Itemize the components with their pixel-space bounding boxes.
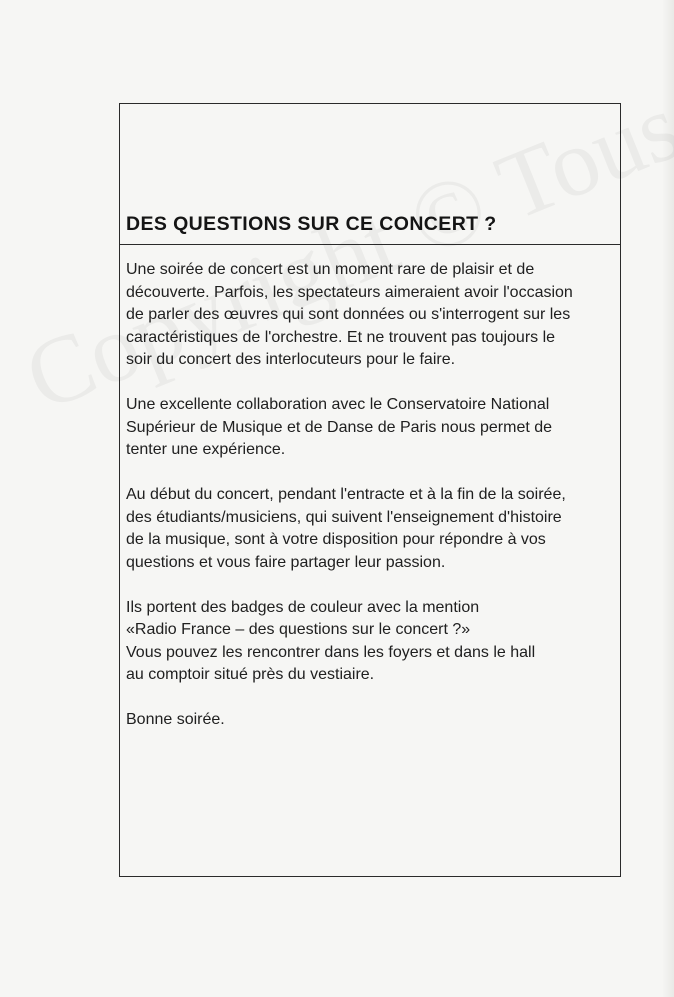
text-line: Une excellente collaboration avec le Conservatoire National [126,396,550,413]
page-title: DES QUESTIONS SUR CE CONCERT ? [126,213,497,235]
paragraph-badges [126,597,616,687]
text-line: soir du concert des interlocuteurs pour le faire. [126,351,456,368]
text-line: Une soirée de concert est un moment rare de plaisir et de [126,261,535,278]
page-edge [662,0,674,997]
title-divider [119,244,621,245]
text-line: Bonne soirée. [126,711,225,728]
text-line: des étudiants/musiciens, qui suivent l'enseignement d'histoire [126,508,562,526]
text-line: caractéristiques de l'orchestre. Et ne trouvent pas toujours le [126,328,556,346]
paragraph-students [126,484,616,574]
text-line: Ils portent des badges de couleur avec la mention [126,598,480,616]
text-line: découverte. Parfois, les spectateurs aimeraient avoir l'occasion [126,283,573,301]
paragraph-closing [126,709,616,732]
body-text [126,259,616,754]
text-line: «Radio France – des questions sur le concert ?» [126,621,471,638]
text-line: de parler des œuvres qui sont données ou s'interrogent sur les [126,306,571,323]
text-line: Au début du concert, pendant l'entracte et à la fin de la soirée, [126,486,566,503]
text-line: au comptoir situé près du vestiaire. [126,666,375,683]
paragraph-collaboration [126,394,616,462]
text-line: de la musique, sont à votre disposition pour répondre à vos [126,531,546,548]
text-line: Supérieur de Musique et de Danse de Paris nous permet de [126,418,553,436]
text-line: tenter une expérience. [126,441,286,458]
text-line: Vous pouvez les rencontrer dans les foyers et dans le hall [126,643,536,661]
paragraph-intro [126,259,616,372]
text-line: questions et vous faire partager leur passion. [126,553,446,571]
